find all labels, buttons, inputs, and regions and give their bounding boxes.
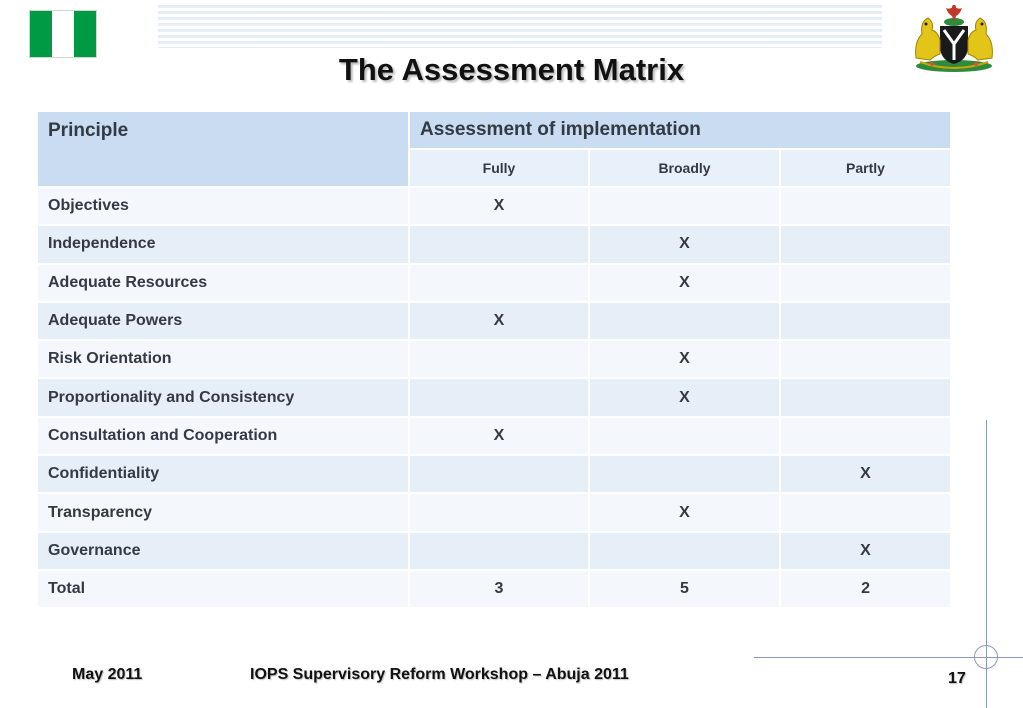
partly-cell (781, 379, 952, 417)
fully-cell: X (410, 188, 590, 226)
fully-cell (410, 494, 590, 532)
broadly-cell (590, 418, 781, 456)
partly-cell: X (781, 533, 952, 571)
fully-cell: X (410, 303, 590, 341)
flag-stripe-right (74, 11, 96, 57)
column-header-broadly: Broadly (590, 150, 781, 188)
broadly-cell (590, 533, 781, 571)
column-header-partly: Partly (781, 150, 952, 188)
partly-total: 2 (781, 571, 952, 609)
principle-name: Total (38, 571, 410, 609)
flag-stripe-left (30, 11, 52, 57)
broadly-cell: X (590, 226, 781, 264)
fully-cell (410, 456, 590, 494)
table-row (38, 456, 952, 494)
partly-cell (781, 265, 952, 303)
fully-cell (410, 379, 590, 417)
broadly-cell: X (590, 379, 781, 417)
table-row (38, 494, 952, 532)
broadly-cell: X (590, 494, 781, 532)
fully-cell (410, 533, 590, 571)
header-band (158, 2, 882, 48)
principle-header: Principle (38, 112, 410, 188)
fully-cell (410, 265, 590, 303)
principle-name: Proportionality and Consistency (38, 379, 410, 417)
table-row (38, 226, 952, 264)
principle-name: Independence (38, 226, 410, 264)
column-header-fully: Fully (410, 150, 590, 188)
broadly-cell: X (590, 265, 781, 303)
decorative-circle (974, 645, 998, 669)
fully-cell: X (410, 418, 590, 456)
partly-cell (781, 341, 952, 379)
partly-cell (781, 418, 952, 456)
broadly-cell (590, 188, 781, 226)
partly-cell (781, 226, 952, 264)
table-row (38, 188, 952, 226)
footer-event: IOPS Supervisory Reform Workshop – Abuja 2011 (250, 666, 629, 683)
table-row (38, 379, 952, 417)
fully-total: 3 (410, 571, 590, 609)
assessment-matrix-table (38, 112, 952, 609)
principle-name: Adequate Powers (38, 303, 410, 341)
table-row (38, 303, 952, 341)
broadly-cell: X (590, 341, 781, 379)
table-row (38, 341, 952, 379)
partly-cell (781, 303, 952, 341)
principle-name: Objectives (38, 188, 410, 226)
principle-name: Confidentiality (38, 456, 410, 494)
principle-name: Governance (38, 533, 410, 571)
fully-cell (410, 341, 590, 379)
page-number: 17 (948, 670, 966, 687)
table-row (38, 265, 952, 303)
principle-name: Transparency (38, 494, 410, 532)
principle-name: Risk Orientation (38, 341, 410, 379)
broadly-cell (590, 303, 781, 341)
table-row (38, 533, 952, 571)
partly-cell (781, 494, 952, 532)
partly-cell (781, 188, 952, 226)
fully-cell (410, 226, 590, 264)
nigeria-flag (29, 10, 97, 58)
assessment-header: Assessment of implementation (410, 112, 952, 150)
slide-title: The Assessment Matrix (338, 52, 685, 87)
table-row-total (38, 571, 952, 609)
principle-name: Adequate Resources (38, 265, 410, 303)
footer-date: May 2011 (72, 666, 143, 683)
flag-stripe-center (52, 11, 74, 57)
broadly-cell (590, 456, 781, 494)
table-row (38, 418, 952, 456)
principle-name: Consultation and Cooperation (38, 418, 410, 456)
broadly-total: 5 (590, 571, 781, 609)
partly-cell: X (781, 456, 952, 494)
